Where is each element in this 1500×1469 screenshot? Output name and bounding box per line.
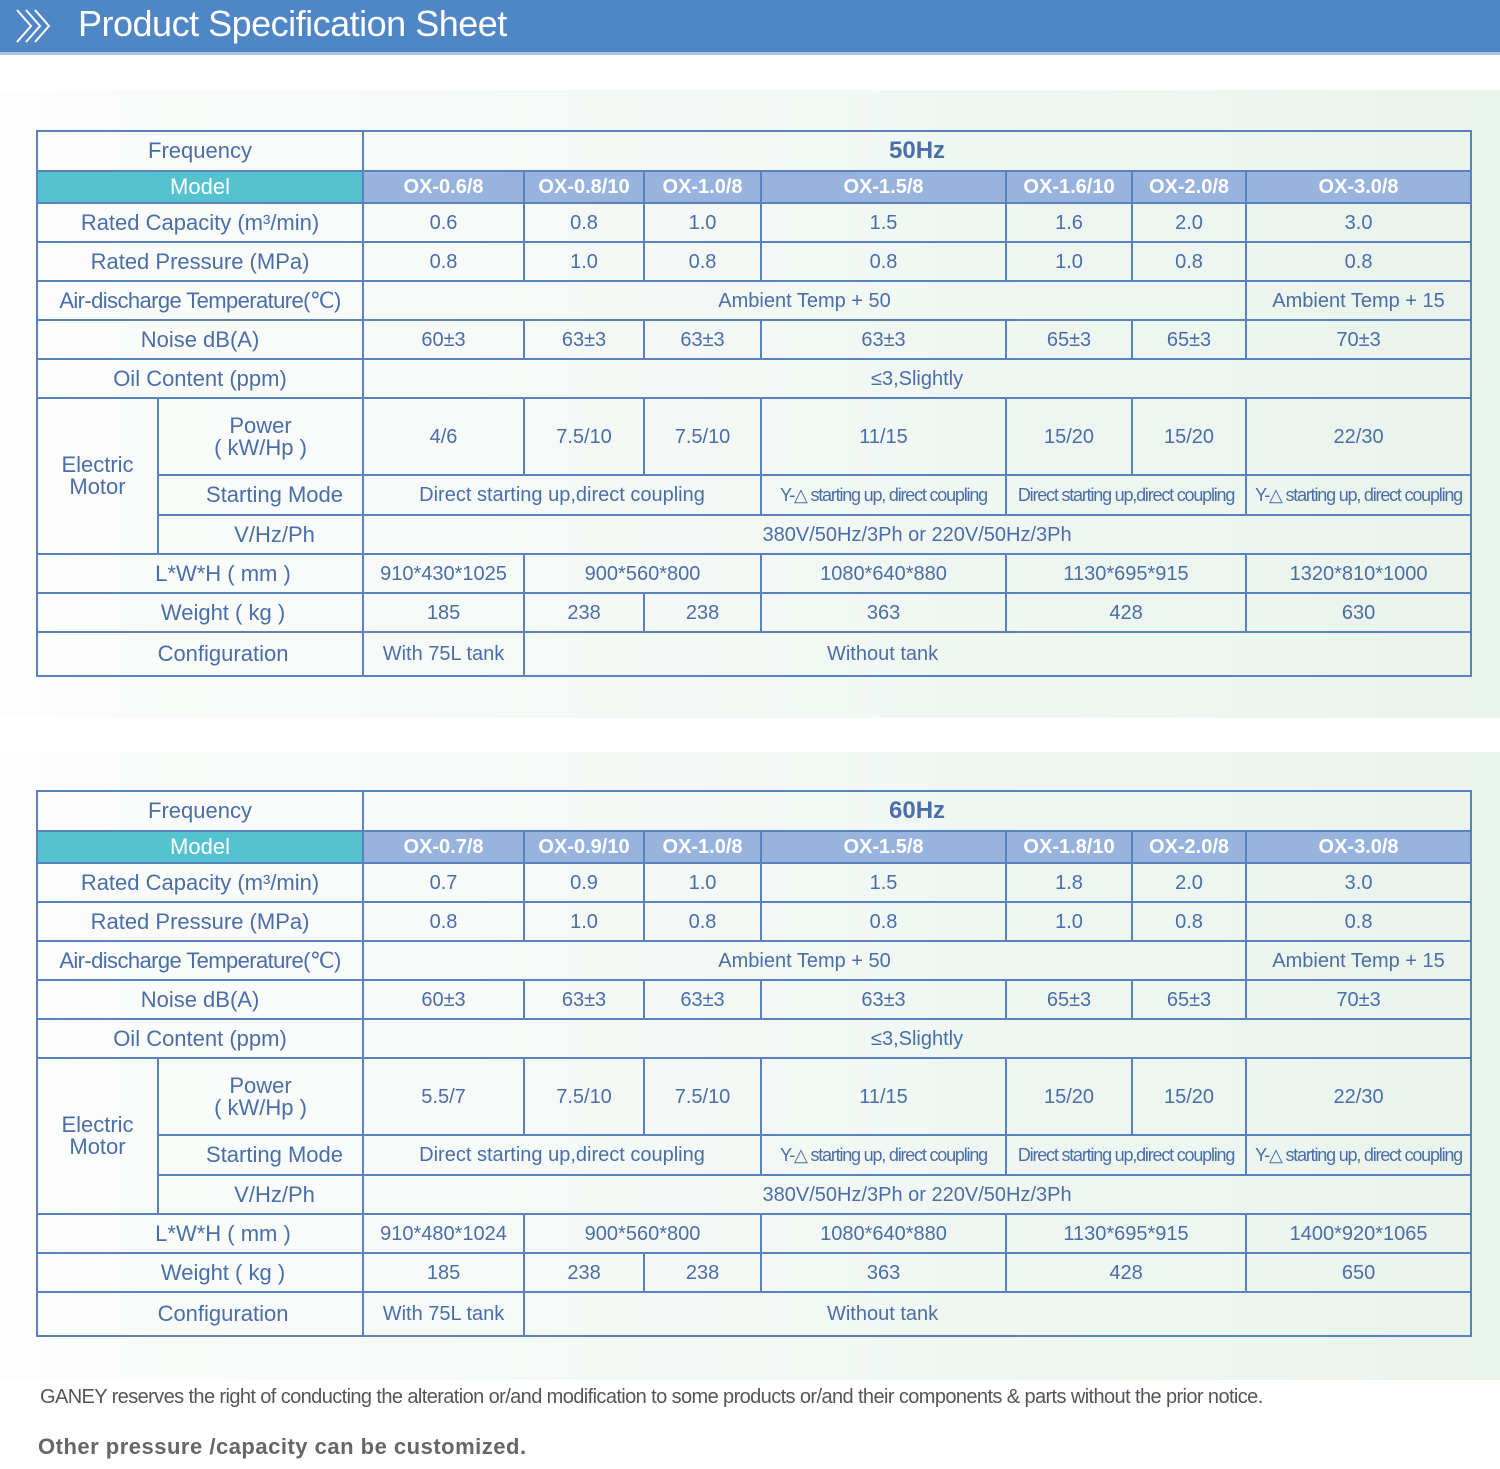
power-cell: 11/15	[761, 398, 1006, 475]
model-label: Model	[37, 831, 363, 863]
lwh-cell: 900*560*800	[524, 554, 761, 593]
noise-cell: 65±3	[1132, 980, 1246, 1019]
vhzph-cell: 380V/50Hz/3Ph or 220V/50Hz/3Ph	[363, 1175, 1471, 1214]
weight-cell: 185	[363, 1253, 524, 1292]
pressure-cell: 0.8	[363, 902, 524, 941]
pressure-cell: 0.8	[363, 242, 524, 281]
power-line2: ( kW/Hp )	[214, 434, 307, 460]
weight-cell: 238	[524, 593, 644, 632]
electric-motor-line1: Electric	[61, 452, 134, 477]
vhzph-row	[37, 515, 1471, 554]
pressure-cell: 1.0	[1006, 902, 1132, 941]
electric-motor-line2: Motor	[69, 1134, 126, 1159]
weight-cell: 363	[761, 1253, 1006, 1292]
model-label: Model	[37, 171, 363, 203]
power-cell: 7.5/10	[644, 1058, 761, 1135]
lwh-cell: 1080*640*880	[761, 1214, 1006, 1253]
weight-label: Weight ( kg )	[37, 593, 363, 632]
model-cell: OX-0.8/10	[524, 171, 644, 203]
model-cell: OX-1.5/8	[761, 171, 1006, 203]
model-cell: OX-0.6/8	[363, 171, 524, 203]
configuration-cell: Without tank	[524, 632, 1471, 676]
starting-mode-row	[37, 475, 1471, 515]
weight-cell: 363	[761, 593, 1006, 632]
noise-cell: 60±3	[363, 980, 524, 1019]
capacity-cell: 0.9	[524, 863, 644, 902]
capacity-cell: 2.0	[1132, 203, 1246, 242]
header-banner	[0, 0, 1500, 55]
weight-cell: 650	[1246, 1253, 1471, 1292]
power-cell: 15/20	[1006, 398, 1132, 475]
configuration-row	[37, 1292, 1471, 1336]
frequency-value: 60Hz	[363, 791, 1471, 831]
power-line1: Power	[229, 412, 292, 438]
model-cell: OX-1.0/8	[644, 171, 761, 203]
frequency-label: Frequency	[37, 131, 363, 171]
power-row	[37, 1058, 1471, 1135]
noise-cell: 65±3	[1132, 320, 1246, 359]
configuration-cell: With 75L tank	[363, 1292, 524, 1336]
pressure-cell: 0.8	[644, 242, 761, 281]
model-cell: OX-1.8/10	[1006, 831, 1132, 863]
air-discharge-cell: Ambient Temp + 50	[363, 281, 1246, 320]
lwh-cell: 1080*640*880	[761, 554, 1006, 593]
pressure-cell: 1.0	[1006, 242, 1132, 281]
power-cell: 15/20	[1132, 1058, 1246, 1135]
lwh-cell: 1130*695*915	[1006, 554, 1246, 593]
power-cell: 11/15	[761, 1058, 1006, 1135]
capacity-cell: 1.6	[1006, 203, 1132, 242]
weight-cell: 428	[1006, 1253, 1246, 1292]
pressure-cell: 0.8	[644, 902, 761, 941]
model-cell: OX-1.6/10	[1006, 171, 1132, 203]
noise-cell: 65±3	[1006, 320, 1132, 359]
customization-note: Other pressure /capacity can be customized.	[38, 1434, 527, 1459]
configuration-cell: With 75L tank	[363, 632, 524, 676]
lwh-label: L*W*H ( mm )	[37, 1214, 363, 1253]
electric-motor-label	[37, 1058, 158, 1214]
oil-content-label: Oil Content (ppm)	[37, 359, 363, 398]
air-discharge-row	[37, 941, 1471, 980]
starting-mode-label: Starting Mode	[158, 475, 363, 515]
rated-capacity-row	[37, 863, 1471, 902]
weight-cell: 630	[1246, 593, 1471, 632]
capacity-cell: 0.6	[363, 203, 524, 242]
starting-mode-cell: Y-△ starting up, direct coupling	[1246, 475, 1471, 515]
frequency-value: 50Hz	[363, 131, 1471, 171]
capacity-cell: 1.5	[761, 863, 1006, 902]
disclaimer-text: GANEY reserves the right of conducting the alteration or/and modification to some products or/and their components & parts without the prior notice.	[40, 1386, 1263, 1408]
capacity-cell: 1.0	[644, 203, 761, 242]
noise-cell: 63±3	[761, 320, 1006, 359]
power-cell: 7.5/10	[524, 398, 644, 475]
noise-label: Noise dB(A)	[37, 320, 363, 359]
noise-cell: 65±3	[1006, 980, 1132, 1019]
weight-row	[37, 593, 1471, 632]
power-label	[158, 1058, 363, 1135]
starting-mode-cell: Direct starting up,direct coupling	[1006, 1135, 1246, 1175]
weight-cell: 238	[644, 593, 761, 632]
spec-panel-50hz	[0, 90, 1500, 718]
noise-cell: 70±3	[1246, 980, 1471, 1019]
configuration-label: Configuration	[37, 632, 363, 676]
model-cell: OX-1.0/8	[644, 831, 761, 863]
power-line2: ( kW/Hp )	[214, 1094, 307, 1120]
pressure-cell: 0.8	[761, 242, 1006, 281]
power-cell: 22/30	[1246, 398, 1471, 475]
pressure-cell: 0.8	[1132, 902, 1246, 941]
starting-mode-row	[37, 1135, 1471, 1175]
model-cell: OX-3.0/8	[1246, 171, 1471, 203]
oil-content-cell: ≤3,Slightly	[363, 1019, 1471, 1058]
power-cell: 4/6	[363, 398, 524, 475]
power-cell: 5.5/7	[363, 1058, 524, 1135]
power-cell: 15/20	[1006, 1058, 1132, 1135]
configuration-cell: Without tank	[524, 1292, 1471, 1336]
power-cell: 15/20	[1132, 398, 1246, 475]
air-discharge-cell: Ambient Temp + 15	[1246, 281, 1471, 320]
rated-pressure-row	[37, 242, 1471, 281]
starting-mode-label: Starting Mode	[158, 1135, 363, 1175]
electric-motor-label	[37, 398, 158, 554]
oil-content-cell: ≤3,Slightly	[363, 359, 1471, 398]
pressure-cell: 1.0	[524, 242, 644, 281]
capacity-cell: 3.0	[1246, 203, 1471, 242]
air-discharge-cell: Ambient Temp + 15	[1246, 941, 1471, 980]
air-discharge-label: Air-discharge Temperature(℃)	[37, 941, 363, 980]
rated-pressure-label: Rated Pressure (MPa)	[37, 902, 363, 941]
model-row	[37, 831, 1471, 863]
rated-capacity-label: Rated Capacity (m³/min)	[37, 203, 363, 242]
capacity-cell: 1.8	[1006, 863, 1132, 902]
rated-capacity-row	[37, 203, 1471, 242]
model-cell: OX-2.0/8	[1132, 831, 1246, 863]
air-discharge-row	[37, 281, 1471, 320]
power-cell: 7.5/10	[644, 398, 761, 475]
vhzph-label: V/Hz/Ph	[158, 515, 363, 554]
frequency-label: Frequency	[37, 791, 363, 831]
noise-row	[37, 320, 1471, 359]
pressure-cell: 0.8	[1132, 242, 1246, 281]
lwh-row	[37, 554, 1471, 593]
configuration-label: Configuration	[37, 1292, 363, 1336]
air-discharge-label: Air-discharge Temperature(℃)	[37, 281, 363, 320]
vhzph-cell: 380V/50Hz/3Ph or 220V/50Hz/3Ph	[363, 515, 1471, 554]
rated-pressure-row	[37, 902, 1471, 941]
capacity-cell: 1.0	[644, 863, 761, 902]
air-discharge-cell: Ambient Temp + 50	[363, 941, 1246, 980]
rated-capacity-label: Rated Capacity (m³/min)	[37, 863, 363, 902]
model-cell: OX-0.7/8	[363, 831, 524, 863]
capacity-cell: 0.7	[363, 863, 524, 902]
noise-cell: 60±3	[363, 320, 524, 359]
electric-motor-line2: Motor	[69, 474, 126, 499]
model-cell: OX-2.0/8	[1132, 171, 1246, 203]
spec-table-50hz	[36, 130, 1472, 677]
capacity-cell: 0.8	[524, 203, 644, 242]
starting-mode-cell: Y-△ starting up, direct coupling	[1246, 1135, 1471, 1175]
lwh-cell: 910*480*1024	[363, 1214, 524, 1253]
capacity-cell: 1.5	[761, 203, 1006, 242]
configuration-row	[37, 632, 1471, 676]
oil-content-row	[37, 1019, 1471, 1058]
pressure-cell: 0.8	[761, 902, 1006, 941]
power-cell: 22/30	[1246, 1058, 1471, 1135]
pressure-cell: 0.8	[1246, 902, 1471, 941]
noise-row	[37, 980, 1471, 1019]
vhzph-label: V/Hz/Ph	[158, 1175, 363, 1214]
power-label	[158, 398, 363, 475]
noise-cell: 63±3	[761, 980, 1006, 1019]
power-line1: Power	[229, 1072, 292, 1098]
lwh-cell: 910*430*1025	[363, 554, 524, 593]
noise-cell: 70±3	[1246, 320, 1471, 359]
noise-cell: 63±3	[524, 320, 644, 359]
weight-label: Weight ( kg )	[37, 1253, 363, 1292]
model-row	[37, 171, 1471, 203]
capacity-cell: 3.0	[1246, 863, 1471, 902]
lwh-label: L*W*H ( mm )	[37, 554, 363, 593]
power-row	[37, 398, 1471, 475]
weight-cell: 428	[1006, 593, 1246, 632]
weight-row	[37, 1253, 1471, 1292]
weight-cell: 238	[644, 1253, 761, 1292]
chevrons-right-icon	[14, 8, 54, 44]
spec-table-60hz	[36, 790, 1472, 1337]
frequency-row	[37, 791, 1471, 831]
model-cell: OX-0.9/10	[524, 831, 644, 863]
starting-mode-cell: Direct starting up,direct coupling	[363, 475, 761, 515]
lwh-row	[37, 1214, 1471, 1253]
weight-cell: 185	[363, 593, 524, 632]
noise-label: Noise dB(A)	[37, 980, 363, 1019]
noise-cell: 63±3	[644, 320, 761, 359]
pressure-cell: 1.0	[524, 902, 644, 941]
noise-cell: 63±3	[644, 980, 761, 1019]
weight-cell: 238	[524, 1253, 644, 1292]
model-cell: OX-1.5/8	[761, 831, 1006, 863]
pressure-cell: 0.8	[1246, 242, 1471, 281]
lwh-cell: 1130*695*915	[1006, 1214, 1246, 1253]
oil-content-row	[37, 359, 1471, 398]
starting-mode-cell: Y-△ starting up, direct coupling	[761, 1135, 1006, 1175]
electric-motor-line1: Electric	[61, 1112, 134, 1137]
frequency-row	[37, 131, 1471, 171]
starting-mode-cell: Y-△ starting up, direct coupling	[761, 475, 1006, 515]
model-cell: OX-3.0/8	[1246, 831, 1471, 863]
spec-panel-60hz	[0, 752, 1500, 1380]
power-cell: 7.5/10	[524, 1058, 644, 1135]
oil-content-label: Oil Content (ppm)	[37, 1019, 363, 1058]
lwh-cell: 900*560*800	[524, 1214, 761, 1253]
lwh-cell: 1320*810*1000	[1246, 554, 1471, 593]
page-title: Product Specification Sheet	[78, 3, 507, 44]
rated-pressure-label: Rated Pressure (MPa)	[37, 242, 363, 281]
starting-mode-cell: Direct starting up,direct coupling	[363, 1135, 761, 1175]
starting-mode-cell: Direct starting up,direct coupling	[1006, 475, 1246, 515]
capacity-cell: 2.0	[1132, 863, 1246, 902]
noise-cell: 63±3	[524, 980, 644, 1019]
vhzph-row	[37, 1175, 1471, 1214]
lwh-cell: 1400*920*1065	[1246, 1214, 1471, 1253]
